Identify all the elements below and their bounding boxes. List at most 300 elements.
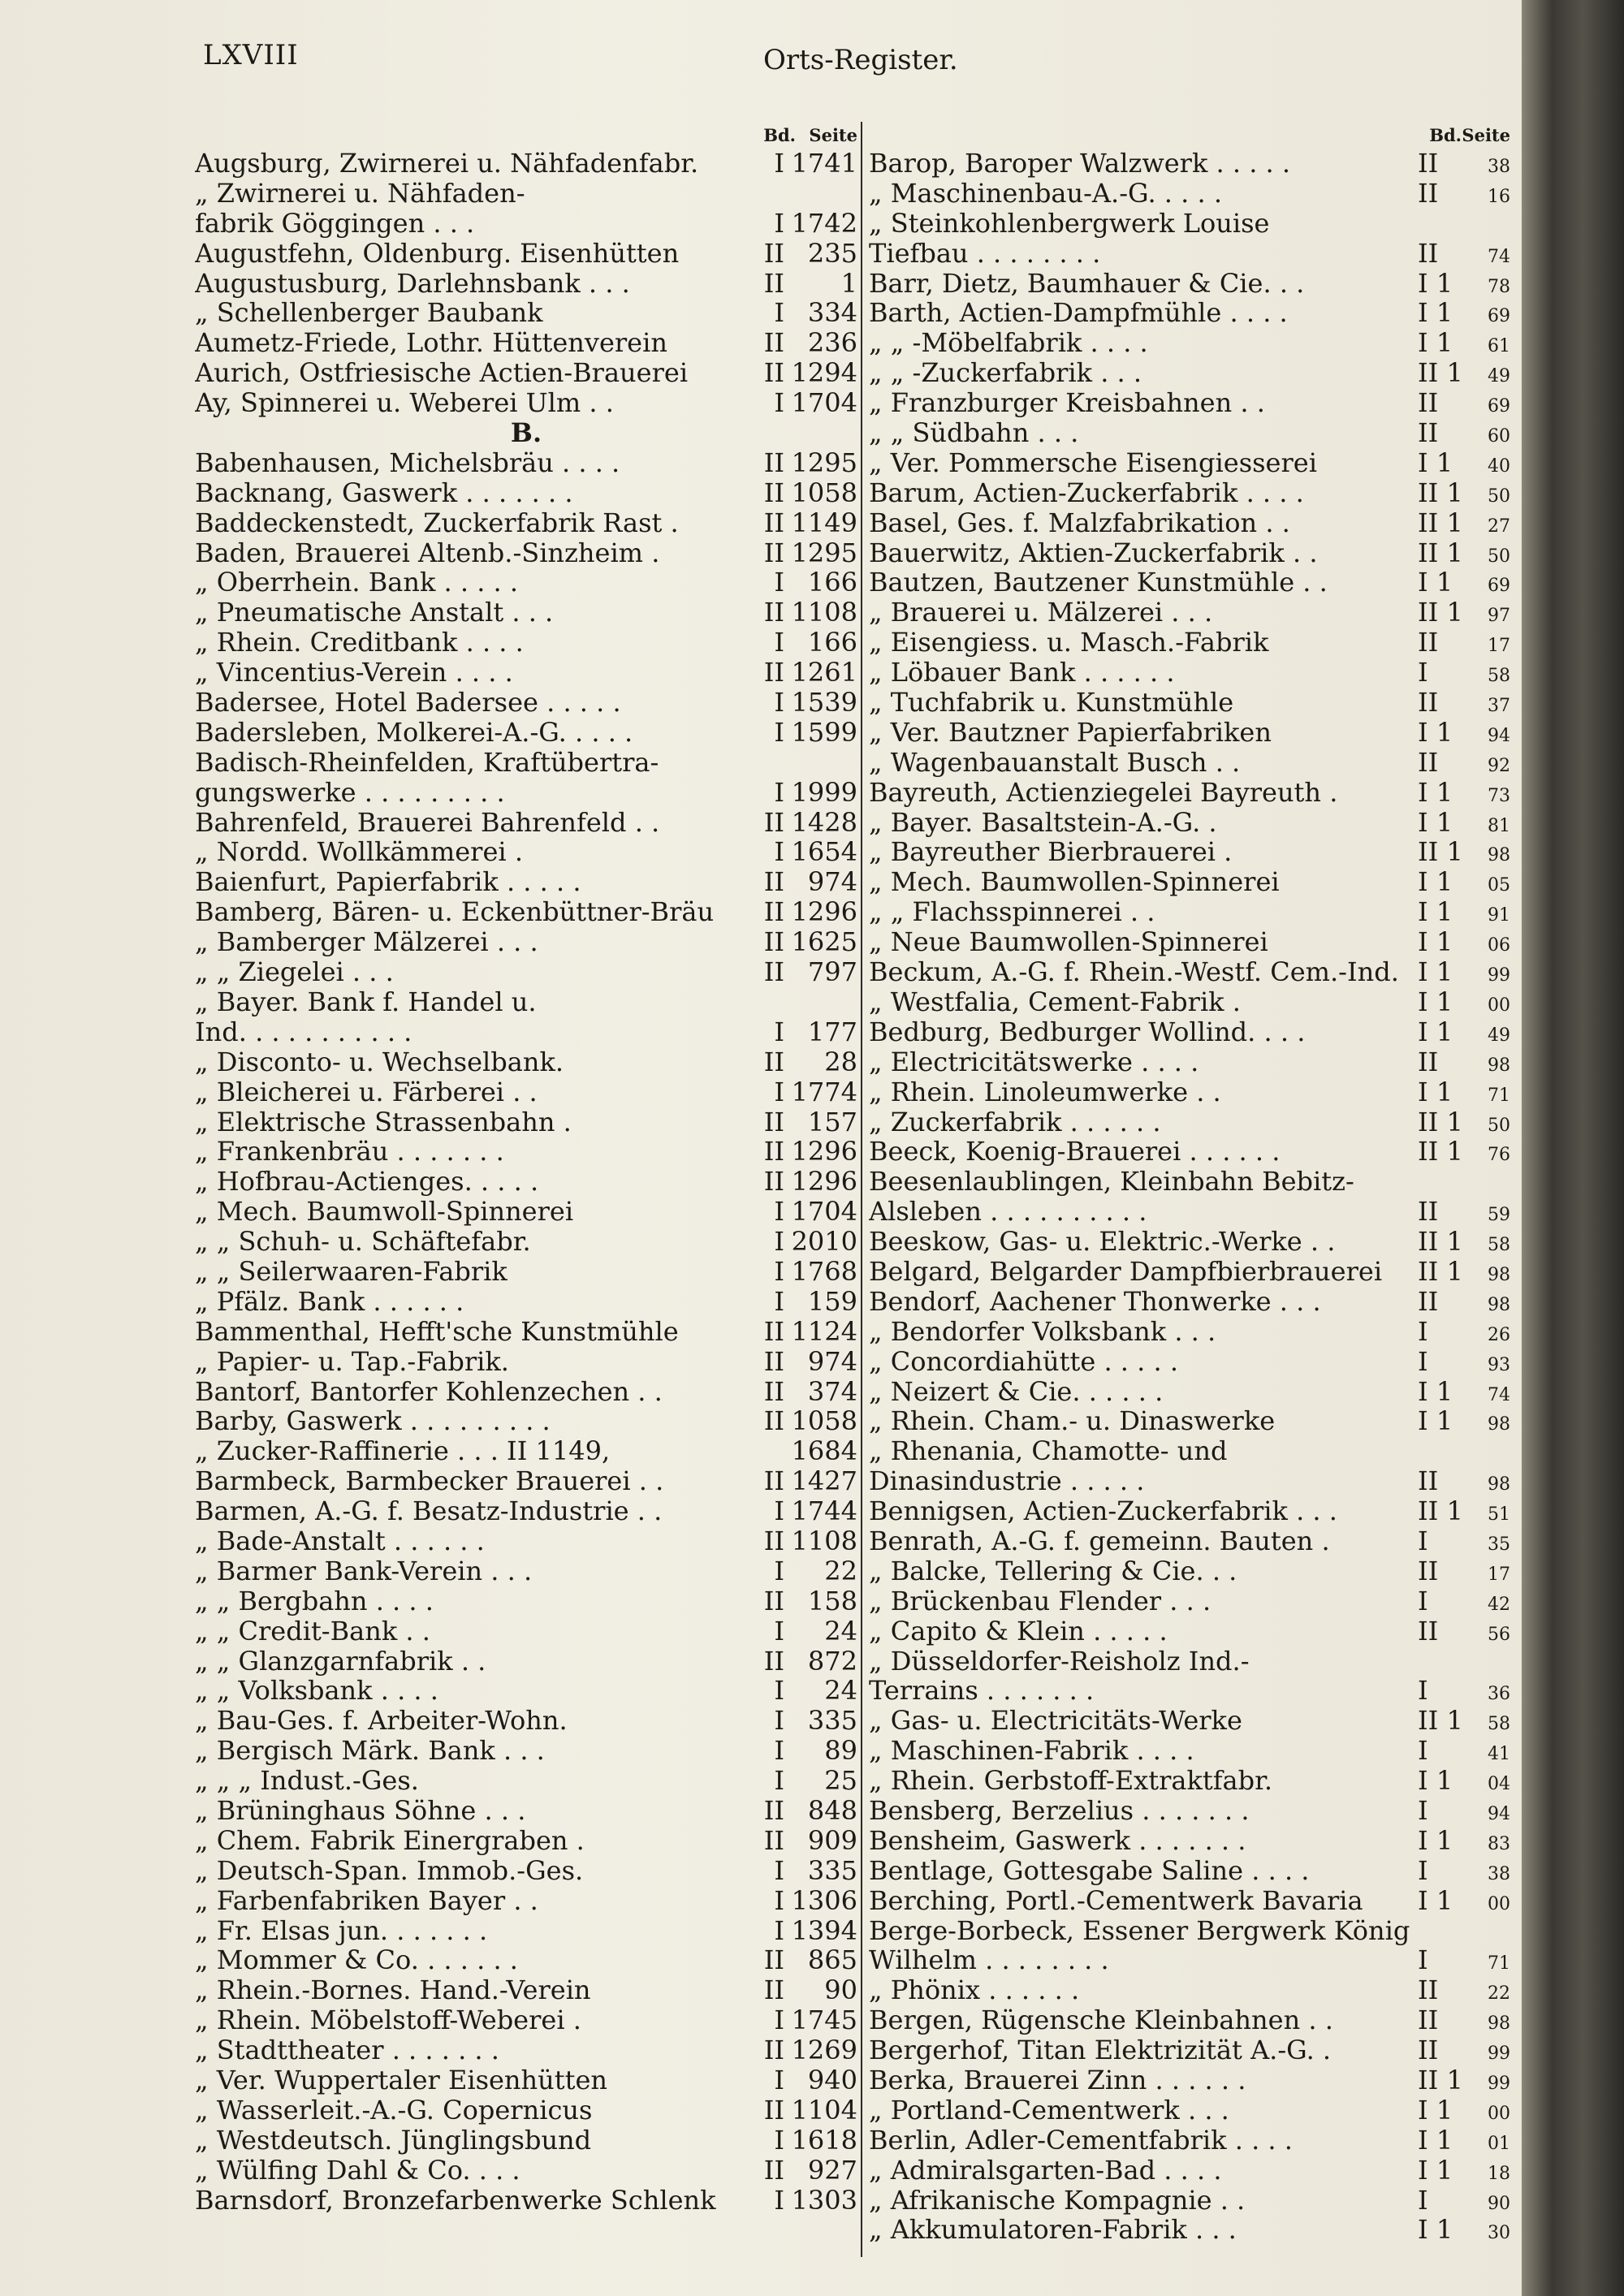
entry-seite: 166 — [807, 567, 857, 598]
entry-name: Beckum, A.-G. f. Rhein.-Westf. Cem.-Ind. — [869, 957, 1399, 987]
entry-seite: 848 — [807, 1794, 857, 1826]
register-entry — [869, 867, 1510, 897]
register-entry — [195, 1377, 857, 1407]
register-entry — [195, 628, 857, 658]
entry-bd: I — [774, 567, 784, 598]
entry-bd: II — [1418, 1196, 1439, 1228]
register-entry — [869, 1706, 1510, 1736]
entry-bd: I — [774, 1615, 784, 1646]
register-entry — [195, 1646, 857, 1677]
register-entry — [195, 1257, 857, 1287]
register-entry — [195, 508, 857, 538]
entry-name: Bantorf, Bantorfer Kohlenzechen . . — [195, 1376, 663, 1407]
entry-seite: 1999 — [791, 776, 857, 808]
entry-name: „ Wülfing Dahl & Co. . . . — [195, 2155, 520, 2186]
entry-name: „ „ -Möbelfabrik . . . . — [869, 328, 1148, 359]
entry-name: „ Mommer & Co. . . . . . . — [195, 1945, 518, 1976]
book-edge — [1522, 0, 1624, 2296]
register-entry — [869, 688, 1510, 718]
entry-seite: 98 — [1488, 1414, 1510, 1435]
entry-seite: 1744 — [791, 1495, 857, 1527]
entry-name: „ Neue Baumwollen-Spinnerei — [869, 927, 1268, 958]
entry-seite: 01 — [1488, 2133, 1510, 2154]
register-entry — [195, 1227, 857, 1257]
entry-seite: 157 — [807, 1106, 857, 1137]
entry-name: „ Oberrhein. Bank . . . . . — [195, 568, 519, 598]
entry-seite: 42 — [1488, 1594, 1510, 1615]
entry-name: Bedburg, Bedburger Wollind. . . . — [869, 1016, 1306, 1047]
entry-bd: II 1 — [1418, 477, 1463, 508]
entry-seite: 1618 — [791, 2124, 857, 2156]
entry-name: „ Rhein. Möbelstoff-Weberei . — [195, 2005, 581, 2036]
entry-seite: 1295 — [791, 447, 857, 478]
entry-seite: 1303 — [791, 2184, 857, 2216]
entry-seite: 1745 — [791, 2005, 857, 2036]
left-column-header — [195, 118, 857, 149]
register-entry — [869, 1257, 1510, 1287]
entry-seite: 22 — [824, 1555, 857, 1586]
entry-name: Barop, Baroper Walzwerk . . . . . — [869, 149, 1291, 179]
entry-bd: II — [1418, 1615, 1439, 1646]
entry-seite: 18 — [1488, 2163, 1510, 2184]
register-entry — [869, 1167, 1510, 1197]
register-entry — [869, 1406, 1510, 1436]
entry-bd: I — [1418, 1735, 1428, 1767]
entry-seite: 94 — [1488, 1803, 1510, 1824]
entry-name: „ Electricitätswerke . . . . — [869, 1047, 1199, 1077]
entry-bd: II — [763, 1944, 784, 1976]
entry-bd: I — [1418, 1794, 1428, 1826]
register-entry — [195, 867, 857, 897]
entry-seite: 25 — [824, 1765, 857, 1797]
entry-bd: I — [774, 387, 784, 419]
entry-bd: II — [763, 1315, 784, 1347]
entry-seite: 98 — [1488, 1264, 1510, 1285]
register-entry — [195, 1676, 857, 1706]
entry-bd: I — [774, 716, 784, 748]
entry-seite: 90 — [1488, 2193, 1510, 2214]
entry-seite: 94 — [1488, 725, 1510, 746]
register-entry — [195, 179, 857, 209]
entry-seite: 69 — [1488, 576, 1510, 597]
register-entry — [195, 1826, 857, 1856]
entry-name: „ Stadttheater . . . . . . . — [195, 2035, 499, 2066]
entry-bd: I — [774, 1675, 784, 1707]
entry-name: „ Portland-Cementwerk . . . — [869, 2095, 1229, 2126]
column-divider — [861, 122, 862, 2257]
entry-name: „ Bergisch Märk. Bank . . . — [195, 1736, 545, 1767]
entry-seite: 76 — [1488, 1145, 1510, 1166]
entry-bd: I — [774, 148, 784, 179]
entry-name: „ Balcke, Tellering & Cie. . . — [869, 1556, 1237, 1586]
entry-seite: 92 — [1488, 755, 1510, 776]
entry-bd: II — [763, 657, 784, 688]
register-entry — [195, 1856, 857, 1886]
entry-name: „ Maschinen-Fabrik . . . . — [869, 1736, 1194, 1767]
entry-name: Terrains . . . . . . . — [869, 1676, 1095, 1707]
entry-name: „ Akkumulatoren-Fabrik . . . — [869, 2215, 1237, 2246]
entry-bd: II — [1418, 2005, 1439, 2036]
entry-name: „ Westdeutsch. Jünglingsbund — [195, 2125, 592, 2156]
entry-name: „ Nordd. Wollkämmerei . — [195, 837, 523, 868]
entry-seite: 159 — [807, 1285, 857, 1317]
entry-name: „ Rhenania, Chamotte- und — [869, 1436, 1228, 1467]
entry-name: Bamberg, Bären- u. Eckenbüttner-Bräu — [195, 897, 715, 928]
entry-name: Berge-Borbeck, Essener Bergwerk König — [869, 1915, 1410, 1946]
entry-bd: I — [774, 1705, 784, 1737]
register-entry — [195, 748, 857, 778]
register-entry — [869, 2065, 1510, 2095]
entry-seite: 16 — [1488, 186, 1510, 207]
entry-name: Benrath, A.-G. f. gemeinn. Bauten . — [869, 1526, 1330, 1556]
register-entry — [869, 388, 1510, 418]
register-entry — [869, 1047, 1510, 1077]
entry-seite: 40 — [1488, 455, 1510, 477]
entry-seite: 78 — [1488, 276, 1510, 297]
entry-seite: 872 — [807, 1645, 857, 1677]
entry-seite: 37 — [1488, 696, 1510, 717]
entry-bd: II 1 — [1418, 1255, 1463, 1287]
entry-name: „ Rhein. Gerbstoff-Extraktfabr. — [869, 1766, 1273, 1796]
entry-name: „ Bayreuther Bierbrauerei . — [869, 837, 1233, 868]
register-entry — [195, 1077, 857, 1107]
entry-bd: II 1 — [1418, 836, 1463, 868]
register-entry — [195, 1526, 857, 1556]
register-entry — [195, 388, 857, 418]
entry-bd: II — [763, 2154, 784, 2186]
entry-seite: 91 — [1488, 905, 1510, 926]
entry-name: „ „ Ziegelei . . . — [195, 957, 394, 987]
entry-bd: II — [1418, 1285, 1439, 1317]
entry-bd: I — [774, 1495, 784, 1527]
entry-seite: 1058 — [791, 1405, 857, 1437]
entry-seite: 1539 — [791, 687, 857, 719]
entry-name: „ Rhein. Cham.- u. Dinaswerke — [869, 1406, 1276, 1437]
register-entry — [869, 328, 1510, 358]
entry-seite: 69 — [1488, 306, 1510, 327]
seite-header: Seite — [809, 125, 857, 145]
entry-name: Barth, Actien-Dampfmühle . . . . — [869, 298, 1288, 329]
entry-seite: 50 — [1488, 546, 1510, 567]
register-entry — [869, 1586, 1510, 1616]
register-entry — [195, 598, 857, 628]
register-entry — [195, 927, 857, 957]
entry-seite: 22 — [1488, 1983, 1510, 2005]
entry-seite: 797 — [807, 956, 857, 988]
entry-name: „ Brüninghaus Söhne . . . — [195, 1795, 526, 1826]
register-entry — [869, 628, 1510, 658]
entry-seite: 2010 — [791, 1226, 857, 1258]
register-entry — [869, 1796, 1510, 1826]
entry-name: „ Elektrische Strassenbahn . — [195, 1107, 572, 1137]
register-entry — [869, 2126, 1510, 2156]
register-entry — [195, 149, 857, 179]
register-entry — [869, 538, 1510, 568]
entry-bd: I — [1418, 1585, 1428, 1616]
entry-name: Tiefbau . . . . . . . . — [869, 238, 1101, 269]
entry-name: „ Capito & Klein . . . . . — [869, 1616, 1168, 1646]
entry-bd: I — [774, 687, 784, 719]
register-entry — [869, 658, 1510, 688]
entry-bd: II — [1418, 177, 1439, 209]
entry-name: „ „ Südbahn . . . — [869, 418, 1079, 448]
entry-name: Barum, Actien-Zuckerfabrik . . . . — [869, 477, 1304, 508]
register-entry — [869, 1347, 1510, 1377]
entry-bd: II 1 — [1418, 1106, 1463, 1137]
register-entry — [869, 1227, 1510, 1257]
entry-name: Ind. . . . . . . . . . . — [195, 1016, 412, 1047]
entry-bd: I 1 — [1418, 1016, 1453, 1047]
entry-name: Baddeckenstedt, Zuckerfabrik Rast . — [195, 507, 679, 538]
entry-seite: 51 — [1488, 1504, 1510, 1526]
entry-bd: II — [1418, 237, 1439, 269]
entry-name: „ „ Credit-Bank . . — [195, 1616, 430, 1646]
register-entry — [869, 1137, 1510, 1167]
register-entry — [869, 1676, 1510, 1706]
entry-name: „ Concordiahütte . . . . . — [869, 1346, 1178, 1377]
entry-seite: 50 — [1488, 486, 1510, 507]
entry-bd: I 1 — [1418, 806, 1453, 838]
register-entry — [195, 358, 857, 388]
entry-name: „ Bayer. Bank f. Handel u. — [195, 986, 537, 1017]
register-entry — [869, 1077, 1510, 1107]
register-entry — [195, 1975, 857, 2005]
register-entry — [869, 987, 1510, 1017]
register-entry — [869, 1886, 1510, 1916]
entry-bd: I — [774, 2124, 784, 2156]
register-entry — [869, 1945, 1510, 1975]
entry-bd: II — [763, 1465, 784, 1497]
entry-seite: 24 — [824, 1615, 857, 1646]
entry-seite: 1296 — [791, 1136, 857, 1167]
entry-seite: 374 — [807, 1375, 857, 1407]
bd-header: Bd. — [763, 125, 796, 145]
entry-name: „ Pfälz. Bank . . . . . . — [195, 1286, 464, 1317]
entry-bd: I — [774, 1285, 784, 1317]
entry-name: „ Schellenberger Baubank — [195, 298, 543, 329]
entry-name: Basel, Ges. f. Malzfabrikation . . — [869, 507, 1290, 538]
register-entry — [195, 957, 857, 987]
register-entry — [195, 1586, 857, 1616]
entry-seite: 69 — [1488, 396, 1510, 417]
register-entry — [195, 2126, 857, 2156]
register-entry — [869, 1436, 1510, 1466]
entry-bd: I 1 — [1418, 866, 1453, 898]
entry-seite: 1625 — [791, 926, 857, 958]
entry-seite: 1704 — [791, 1196, 857, 1228]
entry-seite: 89 — [824, 1735, 857, 1767]
entry-name: „ Rhein. Linoleumwerke . . — [869, 1077, 1221, 1107]
register-entry — [869, 2186, 1510, 2216]
entry-seite: 1742 — [791, 207, 857, 239]
register-entry — [195, 1347, 857, 1377]
register-entry — [195, 808, 857, 838]
entry-bd: I — [1418, 2184, 1428, 2216]
entry-name: „ Mech. Baumwollen-Spinnerei — [869, 867, 1280, 898]
entry-name: Babenhausen, Michelsbräu . . . . — [195, 447, 620, 478]
section-letter: B. — [510, 417, 542, 449]
register-entry — [195, 1496, 857, 1526]
register-entry — [869, 2035, 1510, 2065]
entry-bd: II — [763, 2094, 784, 2126]
entry-name: „ Tuchfabrik u. Kunstmühle — [869, 688, 1234, 718]
entry-seite: 1149 — [791, 507, 857, 538]
entry-bd: II — [763, 1375, 784, 1407]
register-entry — [195, 897, 857, 927]
register-entry — [195, 328, 857, 358]
entry-name: „ Afrikanische Kompagnie . . — [869, 2185, 1246, 2216]
register-entry — [869, 1616, 1510, 1646]
register-entry — [195, 298, 857, 328]
entry-seite: 1306 — [791, 1884, 857, 1916]
entry-name: Barnsdorf, Bronzefarbenwerke Schlenk — [195, 2185, 716, 2216]
entry-bd: I 1 — [1418, 1405, 1453, 1437]
entry-seite: 36 — [1488, 1684, 1510, 1705]
entry-bd: II 1 — [1418, 1705, 1463, 1737]
entry-bd: II — [763, 926, 784, 958]
register-entry — [869, 1736, 1510, 1766]
entry-bd: I — [774, 776, 784, 808]
register-entry — [195, 2035, 857, 2065]
entry-name: „ Bau-Ges. f. Arbeiter-Wohn. — [195, 1706, 568, 1737]
entry-seite: 35 — [1488, 1534, 1510, 1555]
register-entry — [869, 298, 1510, 328]
register-entry — [195, 1047, 857, 1077]
register-entry — [869, 1377, 1510, 1407]
register-entry — [195, 837, 857, 867]
register-entry — [869, 778, 1510, 808]
entry-name: Bergerhof, Titan Elektrizität A.-G. . — [869, 2035, 1332, 2066]
entry-seite: 49 — [1488, 366, 1510, 387]
entry-name: „ Frankenbräu . . . . . . . — [195, 1137, 504, 1167]
entry-name: Backnang, Gaswerk . . . . . . . — [195, 477, 573, 508]
entry-seite: 1294 — [791, 357, 857, 389]
entry-name: „ Rhein. Creditbank . . . . — [195, 628, 524, 658]
register-entry — [869, 358, 1510, 388]
entry-name: „ Pneumatische Anstalt . . . — [195, 598, 554, 628]
entry-seite: 17 — [1488, 1564, 1510, 1585]
entry-bd: I — [774, 297, 784, 329]
entry-name: fabrik Göggingen . . . — [195, 208, 475, 239]
entry-bd: II — [763, 1974, 784, 2006]
entry-seite: 1427 — [791, 1465, 857, 1497]
register-entry — [869, 1826, 1510, 1856]
entry-seite: 1428 — [791, 806, 857, 838]
entry-bd: I — [1418, 1345, 1428, 1377]
register-entry — [869, 1556, 1510, 1586]
entry-name: „ Mech. Baumwoll-Spinnerei — [195, 1197, 574, 1228]
register-entry — [869, 568, 1510, 598]
entry-bd: II — [763, 866, 784, 898]
entry-name: „ Fr. Elsas jun. . . . . . . — [195, 1915, 488, 1946]
entry-bd: II — [763, 1405, 784, 1437]
entry-seite: 30 — [1488, 2223, 1510, 2244]
entry-name: „ Franzburger Kreisbahnen . . — [869, 388, 1265, 419]
entry-seite: 38 — [1488, 1863, 1510, 1884]
entry-bd: II — [763, 1136, 784, 1167]
entry-name: Barr, Dietz, Baumhauer & Cie. . . — [869, 268, 1305, 299]
entry-seite: 1261 — [791, 657, 857, 688]
entry-seite: 334 — [807, 297, 857, 329]
entry-seite: 17 — [1488, 636, 1510, 657]
register-entry — [869, 1287, 1510, 1317]
entry-bd: II — [1418, 1046, 1439, 1077]
entry-bd: I — [1418, 1315, 1428, 1347]
entry-bd: II — [1418, 687, 1439, 719]
register-entry — [195, 2156, 857, 2186]
entry-name: „ Eisengiess. u. Masch.-Fabrik — [869, 628, 1269, 658]
register-entry — [869, 179, 1510, 209]
entry-name: „ Ver. Bautzner Papierfabriken — [869, 717, 1272, 748]
entry-name: „ Hofbrau-Actienges. . . . . — [195, 1167, 539, 1198]
entry-bd: I 1 — [1418, 297, 1453, 329]
page-number: LXVIII — [203, 39, 299, 71]
entry-seite: 927 — [807, 2154, 857, 2186]
entry-seite: 940 — [807, 2065, 857, 2095]
entry-bd: I — [774, 1555, 784, 1586]
entry-seite: 00 — [1488, 2103, 1510, 2124]
entry-name: „ Löbauer Bank . . . . . . — [869, 658, 1175, 688]
entry-bd: I — [1418, 1675, 1428, 1707]
register-entry — [195, 1107, 857, 1137]
entry-name: „ Papier- u. Tap.-Fabrik. — [195, 1346, 509, 1377]
entry-seite: 1108 — [791, 1525, 857, 1556]
entry-bd: I 1 — [1418, 1824, 1453, 1856]
entry-name: „ Phönix . . . . . . — [869, 1975, 1080, 2006]
register-entry — [195, 209, 857, 239]
entry-seite: 1774 — [791, 1076, 857, 1107]
entry-name: Berching, Portl.-Cementwerk Bavaria — [869, 1885, 1363, 1916]
entry-name: Aurich, Ostfriesische Actien-Brauerei — [195, 358, 689, 389]
entry-bd: I — [1418, 657, 1428, 688]
entry-name: „ Chem. Fabrik Einergraben . — [195, 1825, 585, 1856]
entry-name: „ Düsseldorfer-Reisholz Ind.- — [869, 1646, 1250, 1677]
entry-name: „ Farbenfabriken Bayer . . — [195, 1885, 538, 1916]
entry-seite: 00 — [1488, 995, 1510, 1016]
entry-name: „ Bendorfer Volksbank . . . — [869, 1316, 1216, 1347]
entry-seite: 24 — [824, 1675, 857, 1707]
entry-bd: I 1 — [1418, 1076, 1453, 1107]
register-entry — [869, 748, 1510, 778]
entry-seite: 83 — [1488, 1833, 1510, 1854]
entry-bd: I — [774, 2184, 784, 2216]
entry-name: Berka, Brauerei Zinn . . . . . . — [869, 2065, 1246, 2095]
entry-seite: 74 — [1488, 1384, 1510, 1405]
register-entry — [195, 239, 857, 269]
entry-seite: 58 — [1488, 666, 1510, 687]
entry-seite: 1704 — [791, 387, 857, 419]
entry-seite: 909 — [807, 1824, 857, 1856]
entry-name: „ Gas- u. Electricitäts-Werke — [869, 1706, 1242, 1737]
entry-seite: 335 — [807, 1854, 857, 1886]
register-entry — [869, 508, 1510, 538]
entry-name: Barby, Gaswerk . . . . . . . . . — [195, 1406, 551, 1437]
entry-name: „ Bamberger Mälzerei . . . — [195, 927, 538, 958]
register-entry — [195, 1766, 857, 1796]
entry-bd: II — [763, 237, 784, 269]
register-entry — [195, 1945, 857, 1975]
entry-name: Aumetz-Friede, Lothr. Hüttenverein — [195, 328, 667, 359]
entry-name: Bendorf, Aachener Thonwerke . . . — [869, 1286, 1321, 1317]
entry-name: Baden, Brauerei Altenb.-Sinzheim . — [195, 537, 660, 568]
entry-bd: I — [774, 207, 784, 239]
register-entry — [195, 1616, 857, 1646]
entry-name: Beeck, Koenig-Brauerei . . . . . . — [869, 1137, 1281, 1167]
entry-name: Bautzen, Bautzener Kunstmühle . . — [869, 568, 1328, 598]
register-entry — [869, 1466, 1510, 1496]
left-column — [195, 118, 857, 2215]
register-entry — [869, 2005, 1510, 2035]
